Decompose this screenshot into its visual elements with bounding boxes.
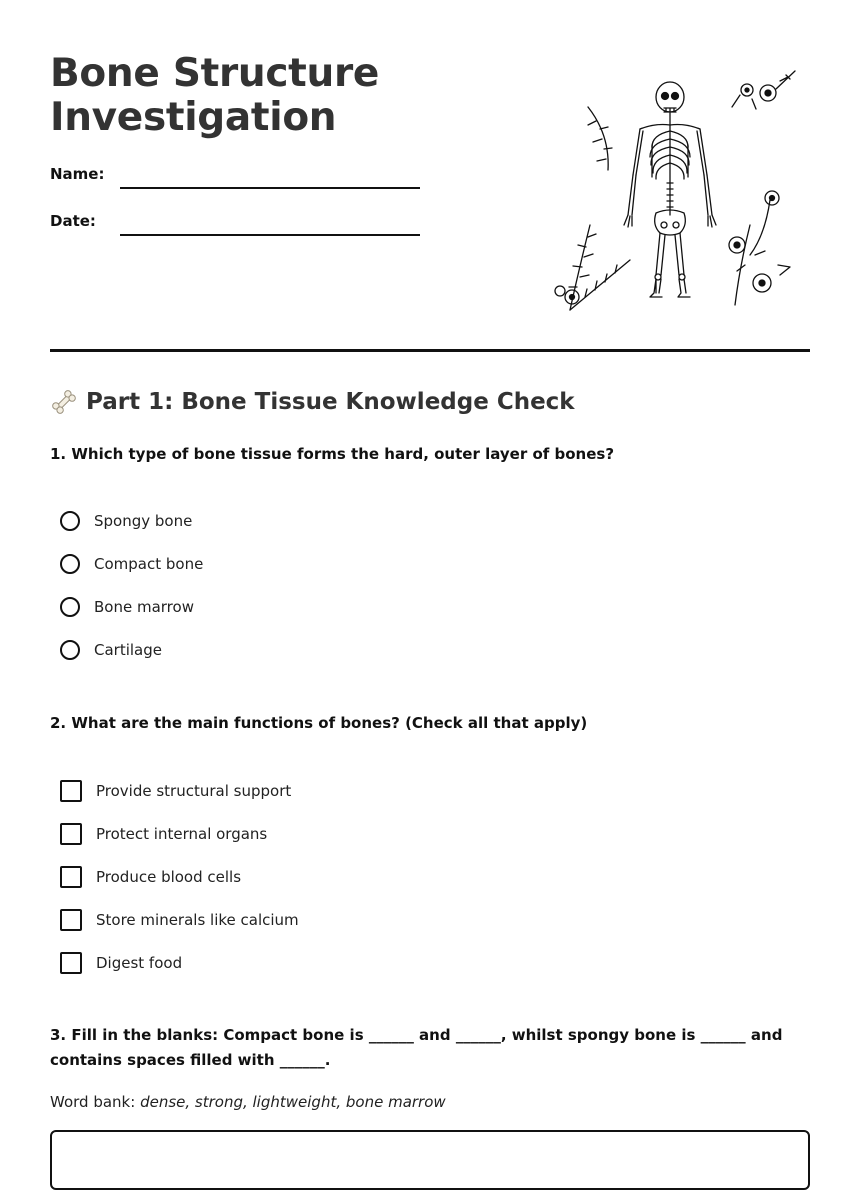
radio-button[interactable] — [60, 511, 80, 531]
option-label: Spongy bone — [94, 512, 193, 530]
name-label: Name: — [50, 165, 105, 183]
checkbox[interactable] — [60, 909, 82, 931]
option-label: Digest food — [96, 954, 183, 972]
option-label: Produce blood cells — [96, 868, 242, 886]
checkbox[interactable] — [60, 780, 82, 802]
skeleton-illustration — [540, 65, 810, 325]
answer-box[interactable] — [50, 1130, 810, 1190]
q2-option[interactable] — [60, 866, 241, 888]
checkbox[interactable] — [60, 823, 82, 845]
option-label: Cartilage — [94, 641, 162, 659]
question-1: 1. Which type of bone tissue forms the hard, outer layer of bones? — [50, 445, 615, 463]
question-3: 3. Fill in the blanks: Compact bone is ______ and ______, whilst spongy bone is ______ and contains spaces filled with ______. — [50, 1026, 783, 1069]
q1-option[interactable] — [60, 554, 203, 574]
word-bank-words: dense, strong, lightweight, bone marrow — [140, 1093, 446, 1111]
radio-button[interactable] — [60, 554, 80, 574]
bone-icon — [50, 388, 78, 416]
title-line-2: Investigation — [50, 95, 337, 140]
option-label: Provide structural support — [96, 782, 292, 800]
option-label: Store minerals like calcium — [96, 911, 299, 929]
word-bank-label: Word bank: — [50, 1093, 136, 1111]
checkbox[interactable] — [60, 866, 82, 888]
date-field[interactable] — [50, 212, 420, 230]
option-label: Bone marrow — [94, 598, 194, 616]
header-divider — [50, 349, 810, 352]
section-heading-text: Part 1: Bone Tissue Knowledge Check — [86, 389, 575, 415]
date-input-line[interactable] — [120, 234, 420, 236]
q1-option[interactable] — [60, 511, 192, 531]
checkbox[interactable] — [60, 952, 82, 974]
q2-option[interactable] — [60, 952, 182, 974]
word-bank — [50, 1093, 446, 1111]
radio-button[interactable] — [60, 597, 80, 617]
name-input-line[interactable] — [120, 187, 420, 189]
option-label: Compact bone — [94, 555, 204, 573]
question-2: 2. What are the main functions of bones? (Check all that apply) — [50, 714, 588, 732]
name-field[interactable] — [50, 165, 420, 183]
option-label: Protect internal organs — [96, 825, 268, 843]
worksheet-title — [50, 52, 379, 140]
title-line-1: Bone Structure — [50, 51, 380, 96]
q2-option[interactable] — [60, 823, 267, 845]
radio-button[interactable] — [60, 640, 80, 660]
q1-option[interactable] — [60, 640, 162, 660]
date-label: Date: — [50, 212, 96, 230]
q2-option[interactable] — [60, 780, 291, 802]
q1-option[interactable] — [60, 597, 194, 617]
section-heading-part1 — [50, 388, 575, 416]
q2-option[interactable] — [60, 909, 299, 931]
